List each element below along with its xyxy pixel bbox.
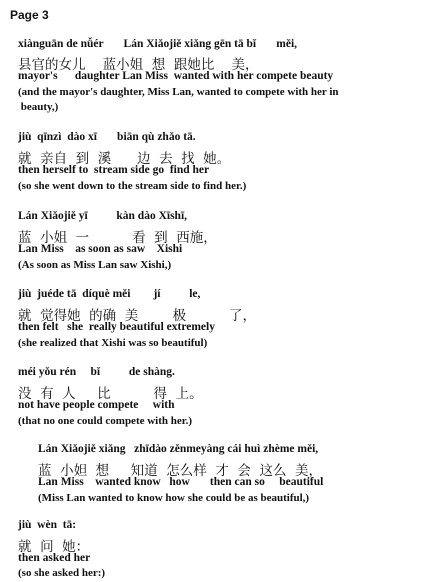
gloss-line: then felt she really beautiful extremely [18,321,215,333]
translation-line: (As soon as Miss Lan saw Xishi,) [18,259,172,271]
translation-line: (she realized that Xishi was so beautiful) [18,337,208,349]
translation-line: (so she went down to the stream side to find her.) [18,180,247,192]
gloss-line: then asked her [18,552,91,564]
chinese-line: 就 亲自 到 溪 边 去 找 她。 [18,151,231,167]
pinyin-line: Lán Xiǎojiě xiǎng zhīdào zěnmeyàng cái huì zhème měi, [38,443,319,455]
translation-line: (that no one could compete with her.) [18,415,193,427]
gloss-line: Lan Miss as soon as saw Xishi [18,243,183,255]
translation-line: (so she asked her:) [18,567,106,579]
pinyin-line: xiànguān de nǚér Lán Xiǎojiě xiǎng gēn tā bǐ měi, [18,38,298,50]
chinese-line: 县官的女儿 蓝小姐 想 跟她比 美， [18,57,259,73]
pinyin-line: jiù qīnzì dào xī biān qù zhǎo tā. [18,131,196,143]
gloss-line: Lan Miss wanted know how then can so beautiful [38,476,324,488]
gloss-line: not have people compete with [18,399,175,411]
chinese-line: 蓝 小姐 一 看 到 西施， [18,230,217,246]
pinyin-line: méi yǒu rén bǐ de shàng. [18,366,175,378]
pinyin-line: Lán Xiǎojiě yī kàn dào Xīshī, [18,210,188,222]
translation-line: beauty,) [18,101,59,113]
chinese-line: 没 有 人 比 得 上。 [18,386,203,402]
chinese-line: 蓝 小妲 想 知道 怎么样 才 会 这么 美， [38,463,323,479]
translation-line: (Miss Lan wanted to know how she could be as beautiful,) [38,492,310,504]
translation-line: (and the mayor's daughter, Miss Lan, wanted to compete with her in [18,86,339,98]
chinese-line: 就 觉得她 的确 美 极 了， [18,308,256,324]
gloss-line: mayor's daughter Lan Miss wanted with her compete beauty [18,70,334,82]
pinyin-line: jiù wèn tā: [18,519,77,531]
gloss-line: then herself to stream side go find her [18,164,210,176]
chinese-line: 就 问 她： [18,539,90,555]
pinyin-line: jiù juéde tā díquè měi jí le, [18,288,201,300]
page-number: Page 3 [10,8,49,22]
